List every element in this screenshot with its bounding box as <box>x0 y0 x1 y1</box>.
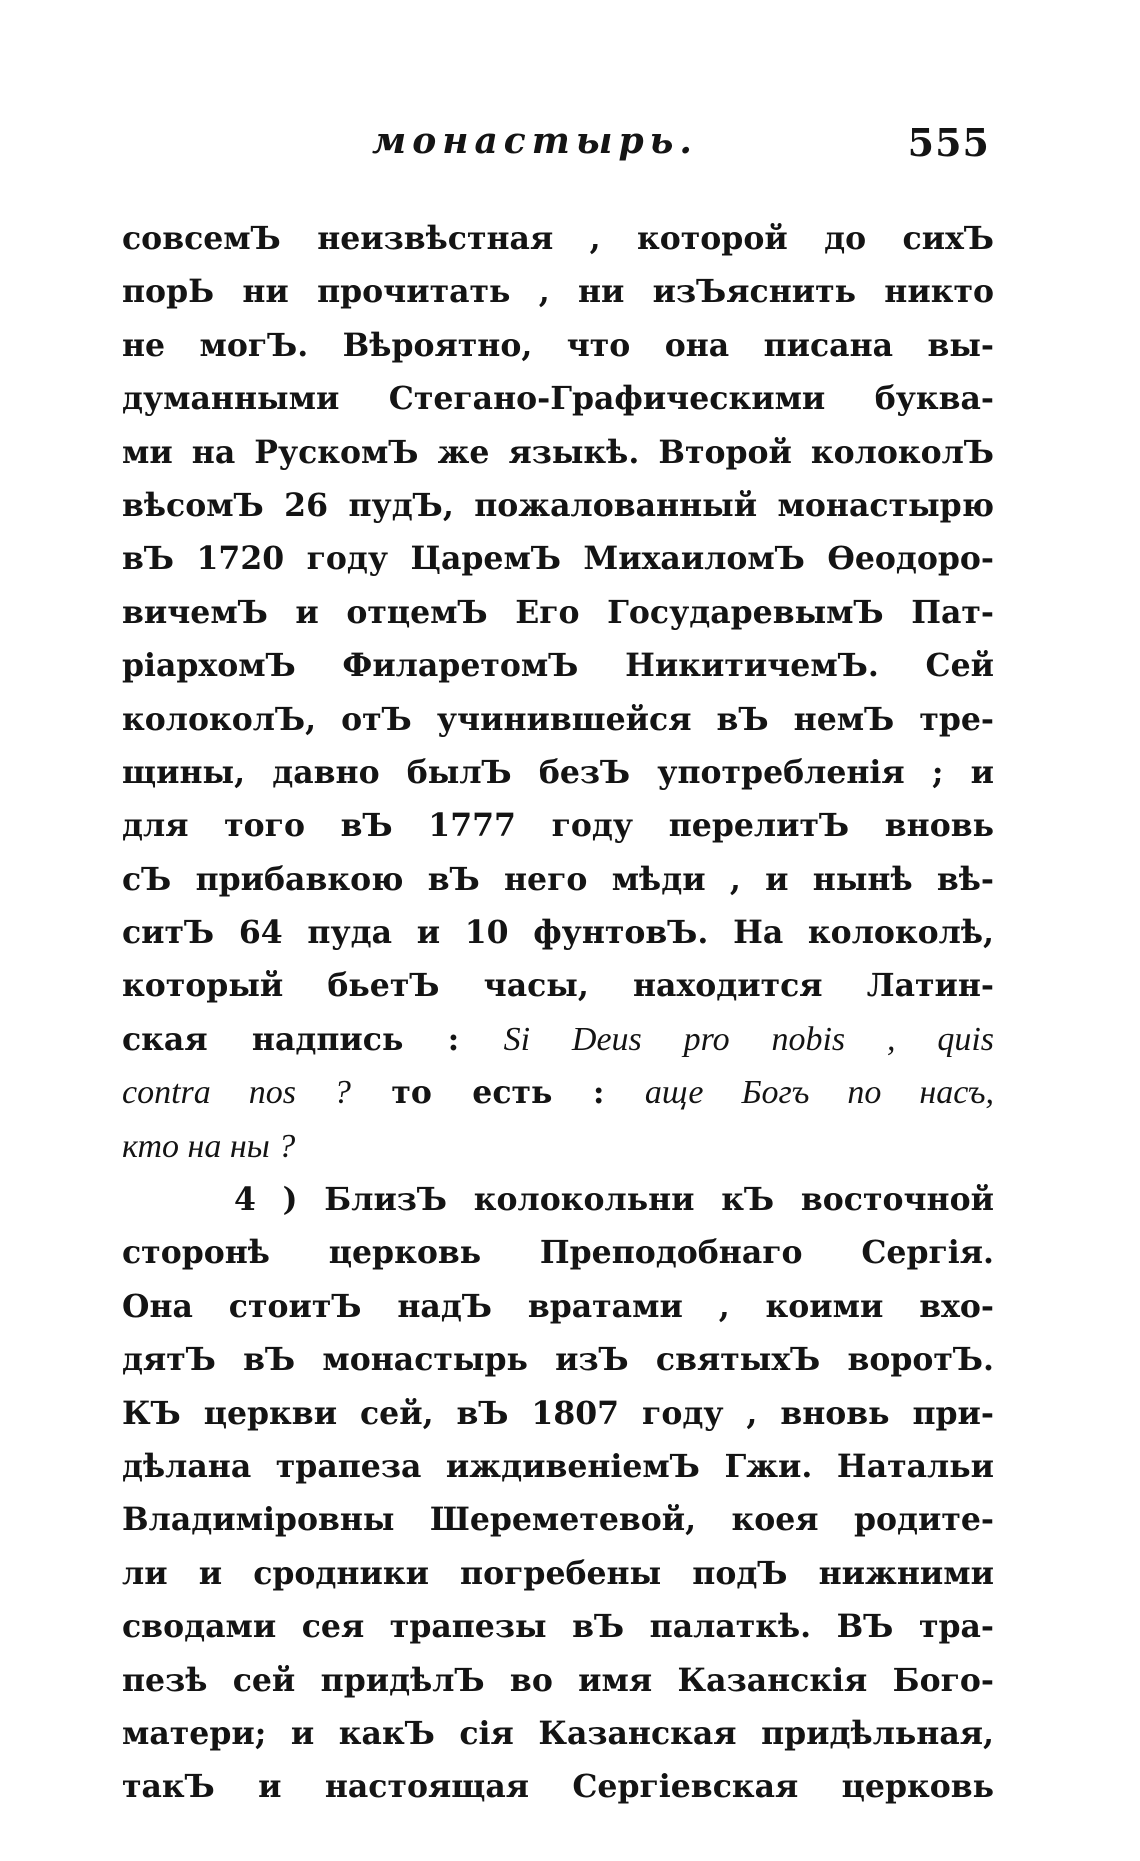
text-line: вЪ 1720 году ЦаремЪ МихаиломЪ Ѳеодоро- <box>122 540 994 578</box>
latin-prefix: ская надпись : <box>122 1020 460 1058</box>
text-line: Она стоитЪ надЪ вратами , коими вхо- <box>122 1287 994 1325</box>
text-line: который бьетЪ часы, находится Латин- <box>122 967 994 1005</box>
text-line: пезѣ сей придѣлЪ во имя Казанскія Бого- <box>122 1661 994 1699</box>
text-line-latin-1 <box>122 1013 994 1066</box>
text-line: ми на РускомЪ же языкѣ. Второй колоколЪ <box>122 433 994 471</box>
text-line: не могЪ. Вѣроятно, что она писана вы- <box>122 326 994 364</box>
page-number: 555 <box>907 120 990 165</box>
text-line: дятЪ вЪ монастырь изЪ святыхЪ воротЪ. <box>122 1341 994 1379</box>
text-line: сводами сея трапезы вЪ палаткѣ. ВЪ тра- <box>122 1608 994 1646</box>
slavonic-quote: аще Богъ по насъ, <box>644 1074 994 1112</box>
text-line: колоколЪ, отЪ учинившейся вЪ немЪ тре- <box>122 700 994 738</box>
text-line: вичемЪ и отцемЪ Его ГосударевымЪ Пат- <box>122 593 994 631</box>
text-line: КЪ церкви сей, вЪ 1807 году , вновь при- <box>122 1394 994 1432</box>
text-line: сЪ прибавкою вЪ него мѣди , и нынѣ вѣ- <box>122 860 994 898</box>
text-line-latin-3 <box>122 1120 994 1173</box>
paragraph-start: 4 ) БлизЪ колокольни кЪ восточной <box>234 1181 994 1219</box>
text-line: Владиміровны Шереметевой, коея родите- <box>122 1501 994 1539</box>
text-line: думанными Стегано-Графическими буква- <box>122 380 994 418</box>
page-header <box>360 120 990 180</box>
text-line: сторонѣ церковь Преподобнаго Сергія. <box>122 1234 994 1272</box>
text-line: ли и сродники погребены подЪ нижними <box>122 1554 994 1592</box>
body-text <box>122 212 994 1814</box>
text-line: ситЪ 64 пуда и 10 фунтовЪ. На колоколѣ, <box>122 914 994 952</box>
slavonic-quote: кто на ны ? <box>122 1127 296 1165</box>
text-line: порЬ ни прочитать , ни изЪяснить никто <box>122 273 994 311</box>
running-title: монастырь. <box>372 120 698 162</box>
text-line: дѣлана трапеза иждивеніемЪ Гжи. Натальи <box>122 1447 994 1485</box>
text-line: матери; и какЪ сія Казанская придѣльная, <box>122 1714 994 1752</box>
latin-quote: contra nos ? <box>122 1074 351 1112</box>
latin-quote: Si Deus pro nobis , quis <box>503 1020 994 1058</box>
text-line: вѣсомЪ 26 пудЪ, пожалованный монастырю <box>122 486 994 524</box>
translation-intro: то есть : <box>391 1074 605 1112</box>
text-line: для того вЪ 1777 году перелитЪ вновь <box>122 807 994 845</box>
text-line: такЪ и настоящая Сергіевская церковь <box>122 1768 994 1806</box>
text-line-latin-2 <box>122 1066 994 1119</box>
text-line: щины, давно былЪ безЪ употребленія ; и <box>122 753 994 791</box>
text-line: ріархомЪ ФиларетомЪ НикитичемЪ. Сей <box>122 647 994 685</box>
text-line: совсемЪ неизвѣстная , которой до сихЪ <box>122 220 994 257</box>
